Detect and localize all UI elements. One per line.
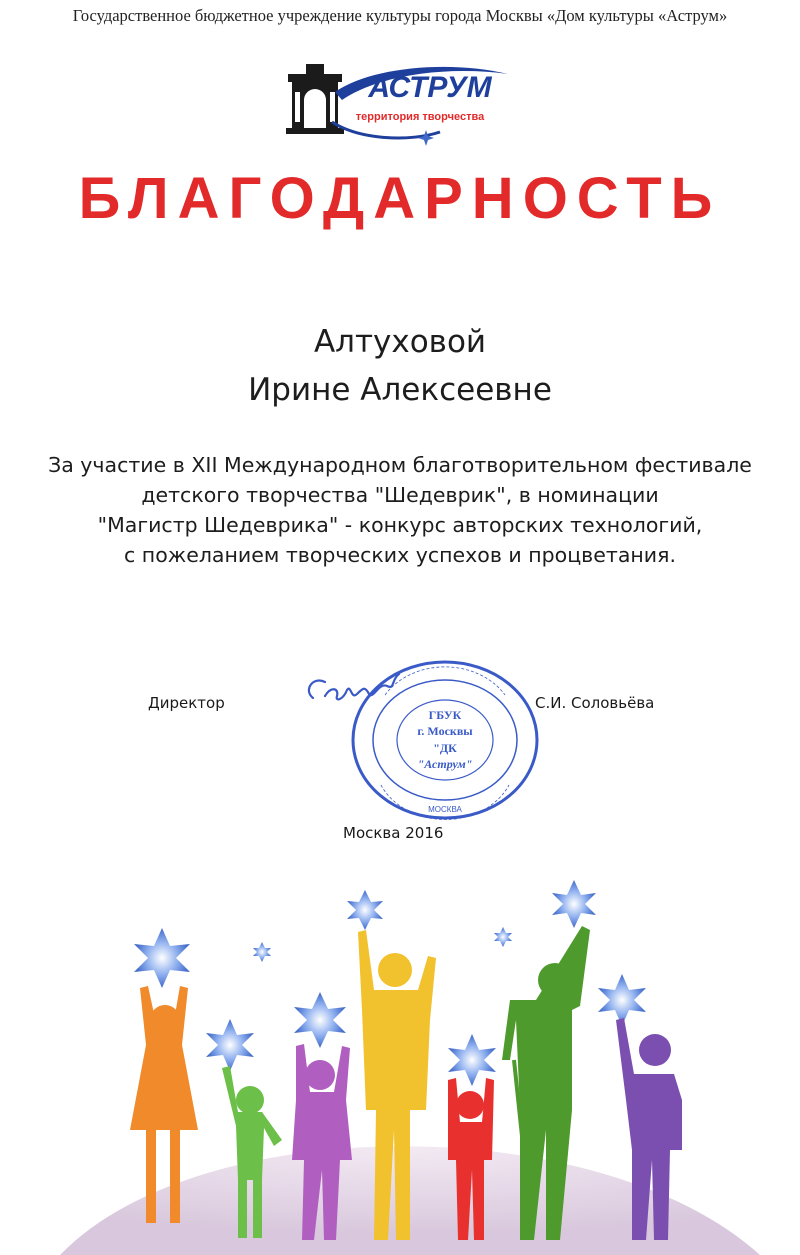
gratitude-text bbox=[0, 450, 800, 570]
director-name: С.И. Соловьёва bbox=[535, 694, 655, 712]
city-year: Москва 2016 bbox=[343, 824, 444, 842]
logo-name: АСТРУМ bbox=[368, 71, 492, 104]
organization-header: Государственное бюджетное учреждение культуры города Москвы «Дом культуры «Аструм» bbox=[72, 6, 728, 25]
star-icon bbox=[418, 130, 434, 146]
star-icon bbox=[294, 992, 346, 1048]
star-icon bbox=[598, 974, 646, 1026]
star-icon bbox=[494, 927, 512, 947]
logo-tagline: территория творчества bbox=[355, 111, 485, 123]
star-icon bbox=[134, 928, 190, 988]
stamp-line1: ГБУК bbox=[428, 708, 462, 722]
stamp-bottom: МОСКВА bbox=[428, 805, 462, 814]
stamp-line3: "ДК bbox=[433, 741, 457, 755]
gratitude-line: детского творчества "Шедеврик", в номинации bbox=[141, 483, 659, 507]
star-icon bbox=[552, 880, 596, 928]
star-icon bbox=[347, 890, 383, 930]
star-icon bbox=[206, 1019, 254, 1071]
recipient-given-names: Ирине Алексеевне bbox=[248, 372, 552, 408]
certificate-title: БЛАГОДАРНОСТЬ bbox=[78, 166, 722, 231]
children-illustration bbox=[0, 860, 800, 1255]
gratitude-line: "Магистр Шедеврика" - конкурс авторских технологий, bbox=[97, 513, 703, 537]
stamp-line4: "Аструм" bbox=[417, 757, 473, 771]
gratitude-line: За участие в XII Международном благотворительном фестивале bbox=[48, 453, 752, 477]
official-stamp bbox=[345, 655, 545, 825]
recipient-surname: Алтуховой bbox=[313, 324, 487, 360]
stamp-line2: г. Москвы bbox=[417, 724, 473, 738]
gratitude-line: с пожеланием творческих успехов и процветания. bbox=[124, 543, 676, 567]
star-icon bbox=[253, 942, 271, 962]
recipient-name bbox=[0, 318, 800, 414]
astrum-logo bbox=[280, 52, 520, 152]
director-label: Директор bbox=[148, 694, 225, 712]
star-icon bbox=[448, 1034, 496, 1086]
